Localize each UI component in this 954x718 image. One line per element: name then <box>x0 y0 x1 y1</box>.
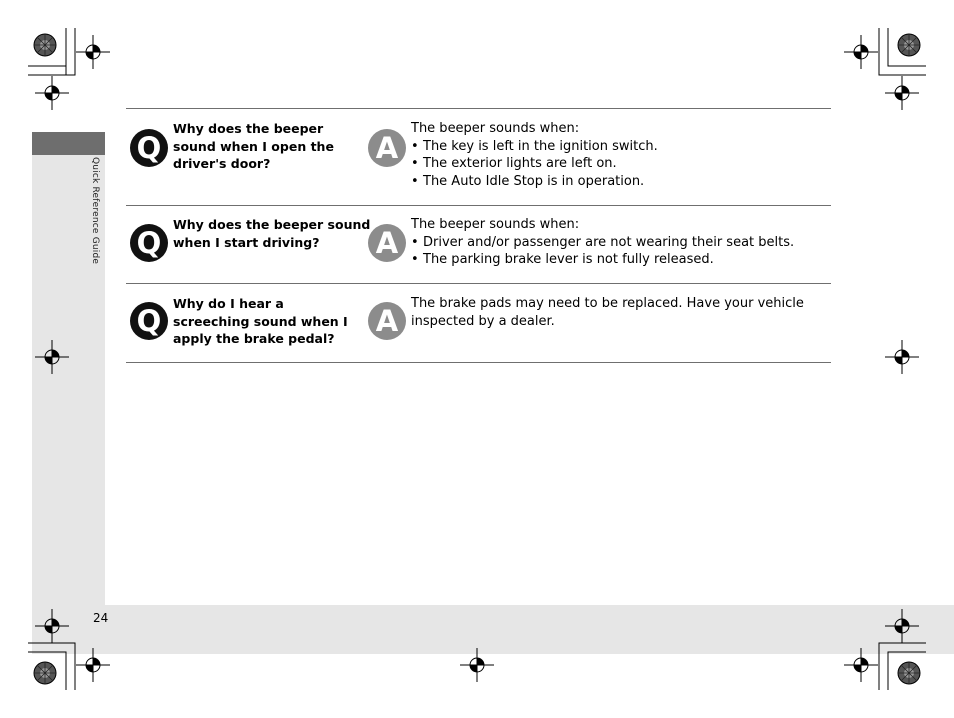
answer-text: The brake pads may need to be replaced. Have your vehicle inspected by a dealer. <box>411 296 804 329</box>
question-icon: Q <box>130 129 168 167</box>
answer-icon: A <box>368 129 406 167</box>
answer-icon: A <box>368 224 406 262</box>
question-text: Why does the beeper sound when I start driving? <box>173 217 371 250</box>
question-text: Why do I hear a screeching sound when I apply the brake pedal? <box>173 296 348 346</box>
answer-bullet: • The key is left in the ignition switch. <box>411 138 831 156</box>
answer-intro: The beeper sounds when: <box>411 121 580 136</box>
answer-bullet: • Driver and/or passenger are not wearing their seat belts. <box>411 234 831 252</box>
section-label: Quick Reference Guide <box>90 157 100 265</box>
answer-icon: A <box>368 302 406 340</box>
page-number: 24 <box>93 611 109 625</box>
answer-bullet: • The exterior lights are left on. <box>411 155 831 173</box>
answer-bullet: • The parking brake lever is not fully released. <box>411 251 831 269</box>
answer-bullet: • The Auto Idle Stop is in operation. <box>411 173 831 191</box>
question-icon: Q <box>130 224 168 262</box>
answer-intro: The beeper sounds when: <box>411 217 580 232</box>
question-text: Why does the beeper sound when I open the driver's door? <box>173 121 334 171</box>
question-icon: Q <box>130 302 168 340</box>
